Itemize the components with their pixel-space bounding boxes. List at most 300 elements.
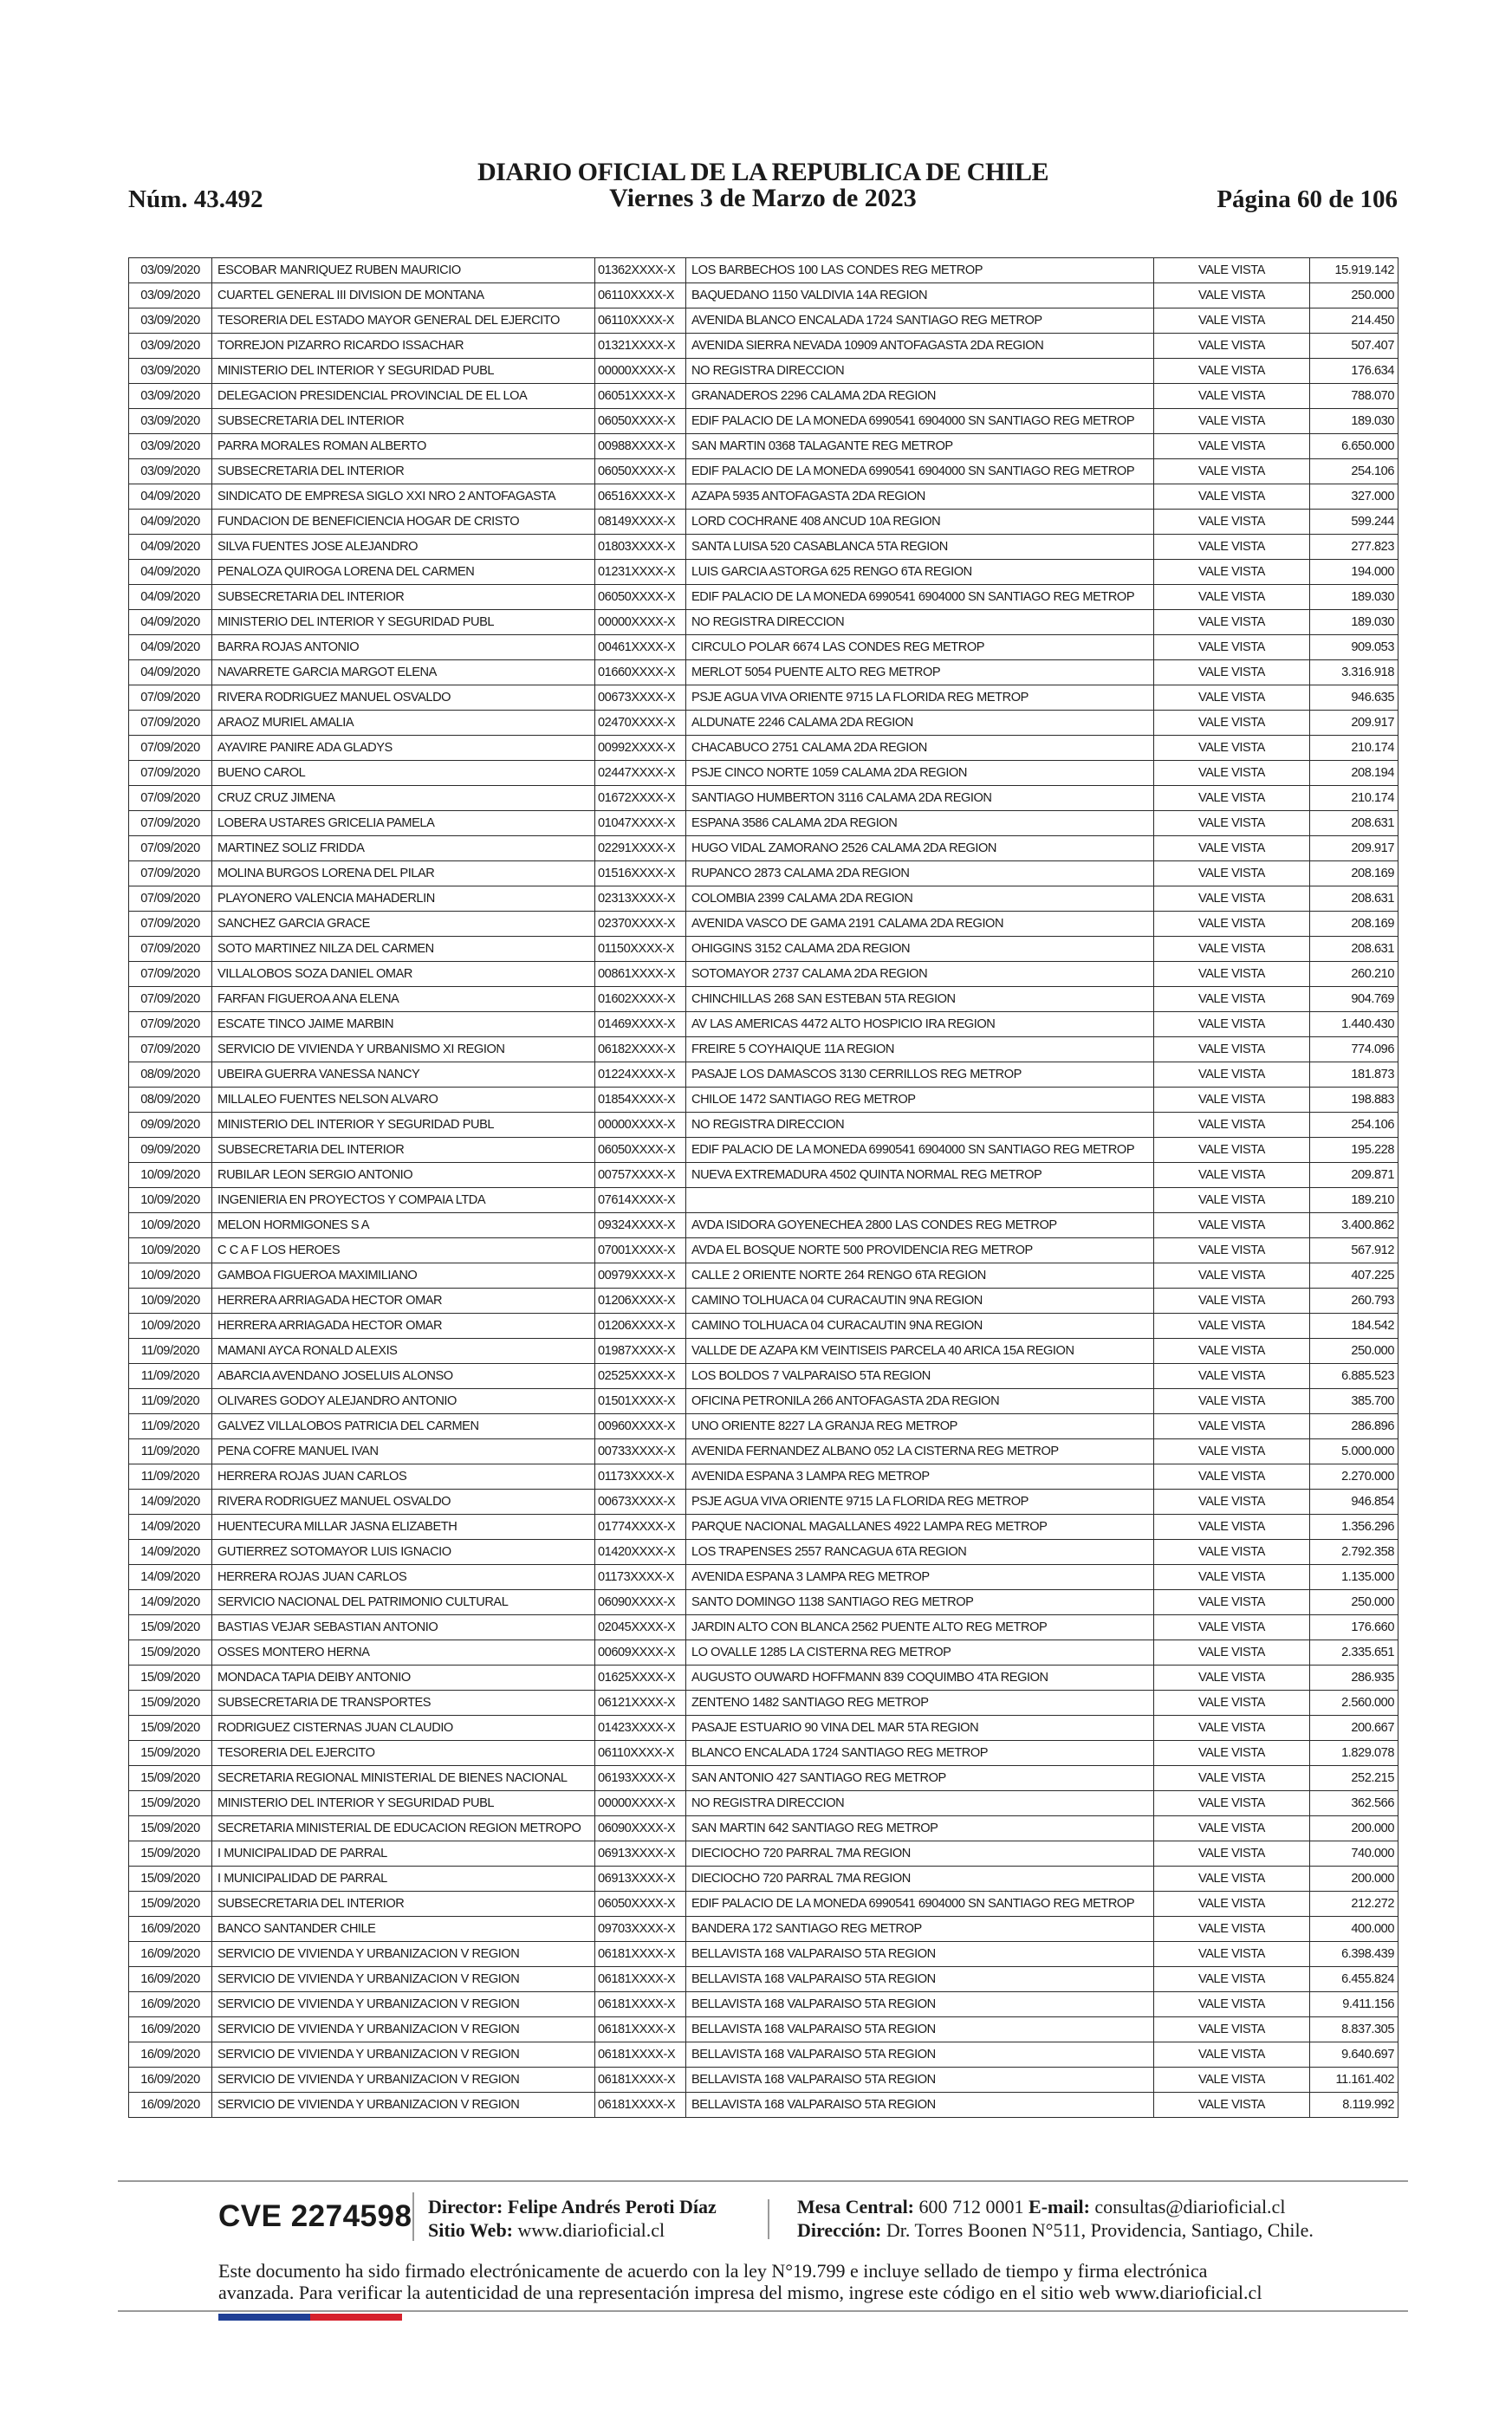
row-date: 15/09/2020 [129, 1666, 212, 1691]
row-amount: 209.917 [1310, 836, 1398, 861]
row-address: PASAJE ESTUARIO 90 VINA DEL MAR 5TA REGION [686, 1716, 1154, 1741]
row-rut: 00979XXXX-X [595, 1263, 686, 1289]
table-row [129, 1666, 1398, 1691]
row-date: 07/09/2020 [129, 711, 212, 736]
row-name: SINDICATO DE EMPRESA SIGLO XXI NRO 2 ANTOFAGASTA [212, 484, 595, 510]
row-date: 10/09/2020 [129, 1188, 212, 1213]
table-row [129, 484, 1398, 510]
row-rut: 06050XXXX-X [595, 409, 686, 434]
table-row [129, 1364, 1398, 1389]
row-rut: 06090XXXX-X [595, 1816, 686, 1841]
row-name: BARRA ROJAS ANTONIO [212, 635, 595, 660]
row-name: MILLALEO FUENTES NELSON ALVARO [212, 1088, 595, 1113]
row-address: BELLAVISTA 168 VALPARAISO 5TA REGION [686, 2042, 1154, 2068]
table-row [129, 308, 1398, 334]
row-address: EDIF PALACIO DE LA MONEDA 6990541 6904000 SN SANTIAGO REG METROP [686, 1892, 1154, 1917]
table-row [129, 635, 1398, 660]
row-date: 09/09/2020 [129, 1113, 212, 1138]
row-address: LOS TRAPENSES 2557 RANCAGUA 6TA REGION [686, 1540, 1154, 1565]
issue-number: Núm. 43.492 [128, 185, 263, 213]
row-date: 04/09/2020 [129, 560, 212, 585]
row-rut: 01987XXXX-X [595, 1339, 686, 1364]
row-address: SANTO DOMINGO 1138 SANTIAGO REG METROP [686, 1590, 1154, 1615]
cve-code: CVE 2274598 [218, 2199, 412, 2233]
row-date: 15/09/2020 [129, 1867, 212, 1892]
row-rut: 06090XXXX-X [595, 1590, 686, 1615]
row-rut: 06182XXXX-X [595, 1037, 686, 1062]
table-row [129, 711, 1398, 736]
row-date: 04/09/2020 [129, 660, 212, 685]
row-name: PLAYONERO VALENCIA MAHADERLIN [212, 886, 595, 912]
row-date: 07/09/2020 [129, 1012, 212, 1037]
row-rut: 01469XXXX-X [595, 1012, 686, 1037]
table-row [129, 912, 1398, 937]
row-rut: 01501XXXX-X [595, 1389, 686, 1414]
row-name: I MUNICIPALIDAD DE PARRAL [212, 1841, 595, 1867]
row-name: ESCOBAR MANRIQUEZ RUBEN MAURICIO [212, 258, 595, 283]
row-payment-type: VALE VISTA [1154, 1113, 1310, 1138]
row-date: 15/09/2020 [129, 1741, 212, 1766]
row-address: GRANADEROS 2296 CALAMA 2DA REGION [686, 384, 1154, 409]
row-name: SERVICIO DE VIVIENDA Y URBANIZACION V REGION [212, 1992, 595, 2017]
row-name: SUBSECRETARIA DEL INTERIOR [212, 459, 595, 484]
row-payment-type: VALE VISTA [1154, 1515, 1310, 1540]
row-rut: 06516XXXX-X [595, 484, 686, 510]
row-rut: 07001XXXX-X [595, 1238, 686, 1263]
row-name: HERRERA ARRIAGADA HECTOR OMAR [212, 1314, 595, 1339]
row-amount: 189.030 [1310, 610, 1398, 635]
row-amount: 208.169 [1310, 912, 1398, 937]
row-rut: 02470XXXX-X [595, 711, 686, 736]
row-rut: 00673XXXX-X [595, 685, 686, 711]
row-address: CIRCULO POLAR 6674 LAS CONDES REG METROP [686, 635, 1154, 660]
row-amount: 774.096 [1310, 1037, 1398, 1062]
row-rut: 01803XXXX-X [595, 535, 686, 560]
row-date: 16/09/2020 [129, 2068, 212, 2093]
row-date: 07/09/2020 [129, 962, 212, 987]
row-amount: 208.631 [1310, 937, 1398, 962]
row-address: NO REGISTRA DIRECCION [686, 359, 1154, 384]
table-row [129, 1263, 1398, 1289]
row-address: HUGO VIDAL ZAMORANO 2526 CALAMA 2DA REGION [686, 836, 1154, 861]
footer-director-line: Director: Felipe Andrés Peroti Díaz [428, 2196, 717, 2217]
row-amount: 2.560.000 [1310, 1691, 1398, 1716]
row-amount: 2.792.358 [1310, 1540, 1398, 1565]
row-payment-type: VALE VISTA [1154, 1992, 1310, 2017]
row-address: COLOMBIA 2399 CALAMA 2DA REGION [686, 886, 1154, 912]
row-date: 11/09/2020 [129, 1364, 212, 1389]
row-address: ZENTENO 1482 SANTIAGO REG METROP [686, 1691, 1154, 1716]
row-date: 16/09/2020 [129, 1967, 212, 1992]
row-amount: 1.135.000 [1310, 1565, 1398, 1590]
row-address: CALLE 2 ORIENTE NORTE 264 RENGO 6TA REGION [686, 1263, 1154, 1289]
footer-divider-top [118, 2180, 1408, 2182]
row-amount: 5.000.000 [1310, 1439, 1398, 1464]
row-date: 10/09/2020 [129, 1314, 212, 1339]
row-name: RUBILAR LEON SERGIO ANTONIO [212, 1163, 595, 1188]
row-rut: 02045XXXX-X [595, 1615, 686, 1640]
table-row [129, 861, 1398, 886]
table-row [129, 2068, 1398, 2093]
row-address: AVENIDA FERNANDEZ ALBANO 052 LA CISTERNA REG METROP [686, 1439, 1154, 1464]
table-row [129, 334, 1398, 359]
row-rut: 01602XXXX-X [595, 987, 686, 1012]
row-name: ESCATE TINCO JAIME MARBIN [212, 1012, 595, 1037]
table-row [129, 560, 1398, 585]
row-payment-type: VALE VISTA [1154, 2068, 1310, 2093]
row-amount: 176.634 [1310, 359, 1398, 384]
row-name: HUENTECURA MILLAR JASNA ELIZABETH [212, 1515, 595, 1540]
row-rut: 06110XXXX-X [595, 308, 686, 334]
row-payment-type: VALE VISTA [1154, 308, 1310, 334]
row-amount: 210.174 [1310, 736, 1398, 761]
row-amount: 198.883 [1310, 1088, 1398, 1113]
row-rut: 01047XXXX-X [595, 811, 686, 836]
row-address: LO OVALLE 1285 LA CISTERNA REG METROP [686, 1640, 1154, 1666]
row-address: ALDUNATE 2246 CALAMA 2DA REGION [686, 711, 1154, 736]
row-amount: 209.871 [1310, 1163, 1398, 1188]
row-rut: 06050XXXX-X [595, 1892, 686, 1917]
row-name: INGENIERIA EN PROYECTOS Y COMPAIA LTDA [212, 1188, 595, 1213]
row-rut: 06110XXXX-X [595, 283, 686, 308]
row-address: AUGUSTO OUWARD HOFFMANN 839 COQUIMBO 4TA REGION [686, 1666, 1154, 1691]
row-amount: 200.000 [1310, 1867, 1398, 1892]
row-date: 03/09/2020 [129, 308, 212, 334]
row-rut: 00461XXXX-X [595, 635, 686, 660]
row-payment-type: VALE VISTA [1154, 1867, 1310, 1892]
row-amount: 740.000 [1310, 1841, 1398, 1867]
row-rut: 01321XXXX-X [595, 334, 686, 359]
row-date: 14/09/2020 [129, 1515, 212, 1540]
row-date: 15/09/2020 [129, 1791, 212, 1816]
row-amount: 189.210 [1310, 1188, 1398, 1213]
row-address: FREIRE 5 COYHAIQUE 11A REGION [686, 1037, 1154, 1062]
row-name: LOBERA USTARES GRICELIA PAMELA [212, 811, 595, 836]
row-amount: 277.823 [1310, 535, 1398, 560]
row-rut: 01660XXXX-X [595, 660, 686, 685]
row-address: NO REGISTRA DIRECCION [686, 610, 1154, 635]
page-number: Página 60 de 106 [1217, 185, 1398, 213]
row-address: EDIF PALACIO DE LA MONEDA 6990541 6904000 SN SANTIAGO REG METROP [686, 459, 1154, 484]
row-address: CAMINO TOLHUACA 04 CURACAUTIN 9NA REGION [686, 1314, 1154, 1339]
row-payment-type: VALE VISTA [1154, 786, 1310, 811]
row-date: 15/09/2020 [129, 1640, 212, 1666]
row-payment-type: VALE VISTA [1154, 1917, 1310, 1942]
table-row [129, 761, 1398, 786]
row-date: 03/09/2020 [129, 434, 212, 459]
row-payment-type: VALE VISTA [1154, 459, 1310, 484]
row-rut: 01516XXXX-X [595, 861, 686, 886]
row-rut: 01206XXXX-X [595, 1289, 686, 1314]
row-address: SANTIAGO HUMBERTON 3116 CALAMA 2DA REGION [686, 786, 1154, 811]
table-row [129, 660, 1398, 685]
row-payment-type: VALE VISTA [1154, 1012, 1310, 1037]
row-payment-type: VALE VISTA [1154, 1615, 1310, 1640]
row-date: 14/09/2020 [129, 1590, 212, 1615]
table-row [129, 1138, 1398, 1163]
row-date: 04/09/2020 [129, 484, 212, 510]
row-payment-type: VALE VISTA [1154, 610, 1310, 635]
row-name: SECRETARIA REGIONAL MINISTERIAL DE BIENES NACIONAL [212, 1766, 595, 1791]
row-amount: 946.854 [1310, 1490, 1398, 1515]
row-rut: 06181XXXX-X [595, 1992, 686, 2017]
row-name: SUBSECRETARIA DEL INTERIOR [212, 1892, 595, 1917]
row-address: AV LAS AMERICAS 4472 ALTO HOSPICIO IRA REGION [686, 1012, 1154, 1037]
table-row [129, 1062, 1398, 1088]
table-row [129, 1590, 1398, 1615]
row-name: MELON HORMIGONES S A [212, 1213, 595, 1238]
row-date: 10/09/2020 [129, 1289, 212, 1314]
row-amount: 3.316.918 [1310, 660, 1398, 685]
row-date: 11/09/2020 [129, 1339, 212, 1364]
row-amount: 6.650.000 [1310, 434, 1398, 459]
row-date: 07/09/2020 [129, 685, 212, 711]
footer-separator-right [768, 2199, 769, 2239]
row-name: TORREJON PIZARRO RICARDO ISSACHAR [212, 334, 595, 359]
row-address: PSJE AGUA VIVA ORIENTE 9715 LA FLORIDA REG METROP [686, 1490, 1154, 1515]
row-address: NO REGISTRA DIRECCION [686, 1113, 1154, 1138]
row-address: AVENIDA SIERRA NEVADA 10909 ANTOFAGASTA 2DA REGION [686, 334, 1154, 359]
row-payment-type: VALE VISTA [1154, 1942, 1310, 1967]
row-amount: 909.053 [1310, 635, 1398, 660]
row-address [686, 1188, 1154, 1213]
row-amount: 254.106 [1310, 1113, 1398, 1138]
row-name: SECRETARIA MINISTERIAL DE EDUCACION REGION METROPO [212, 1816, 595, 1841]
row-payment-type: VALE VISTA [1154, 1590, 1310, 1615]
row-payment-type: VALE VISTA [1154, 2093, 1310, 2118]
row-address: PSJE CINCO NORTE 1059 CALAMA 2DA REGION [686, 761, 1154, 786]
table-row [129, 1037, 1398, 1062]
row-date: 07/09/2020 [129, 811, 212, 836]
row-address: RUPANCO 2873 CALAMA 2DA REGION [686, 861, 1154, 886]
row-payment-type: VALE VISTA [1154, 1540, 1310, 1565]
row-address: DIECIOCHO 720 PARRAL 7MA REGION [686, 1867, 1154, 1892]
table-row [129, 886, 1398, 912]
row-address: OHIGGINS 3152 CALAMA 2DA REGION [686, 937, 1154, 962]
row-date: 15/09/2020 [129, 1816, 212, 1841]
row-rut: 02370XXXX-X [595, 912, 686, 937]
table-row [129, 1012, 1398, 1037]
row-payment-type: VALE VISTA [1154, 685, 1310, 711]
row-name: TESORERIA DEL EJERCITO [212, 1741, 595, 1766]
row-name: SANCHEZ GARCIA GRACE [212, 912, 595, 937]
footer-website-link[interactable]: www.diarioficial.cl [517, 2219, 665, 2241]
row-amount: 250.000 [1310, 1590, 1398, 1615]
row-amount: 9.411.156 [1310, 1992, 1398, 2017]
row-name: OLIVARES GODOY ALEJANDRO ANTONIO [212, 1389, 595, 1414]
row-amount: 189.030 [1310, 585, 1398, 610]
row-rut: 00733XXXX-X [595, 1439, 686, 1464]
row-date: 03/09/2020 [129, 459, 212, 484]
row-address: NO REGISTRA DIRECCION [686, 1791, 1154, 1816]
row-address: AZAPA 5935 ANTOFAGASTA 2DA REGION [686, 484, 1154, 510]
row-rut: 09324XXXX-X [595, 1213, 686, 1238]
row-name: SERVICIO NACIONAL DEL PATRIMONIO CULTURAL [212, 1590, 595, 1615]
row-amount: 208.631 [1310, 886, 1398, 912]
row-address: EDIF PALACIO DE LA MONEDA 6990541 6904000 SN SANTIAGO REG METROP [686, 585, 1154, 610]
row-name: GALVEZ VILLALOBOS PATRICIA DEL CARMEN [212, 1414, 595, 1439]
row-amount: 254.106 [1310, 459, 1398, 484]
row-name: SERVICIO DE VIVIENDA Y URBANIZACION V REGION [212, 2017, 595, 2042]
row-amount: 9.640.697 [1310, 2042, 1398, 2068]
row-name: MOLINA BURGOS LORENA DEL PILAR [212, 861, 595, 886]
row-amount: 214.450 [1310, 308, 1398, 334]
row-date: 15/09/2020 [129, 1841, 212, 1867]
table-row [129, 1314, 1398, 1339]
row-payment-type: VALE VISTA [1154, 811, 1310, 836]
row-name: SERVICIO DE VIVIENDA Y URBANIZACION V REGION [212, 2093, 595, 2118]
row-rut: 00000XXXX-X [595, 1791, 686, 1816]
row-name: GAMBOA FIGUEROA MAXIMILIANO [212, 1263, 595, 1289]
row-date: 16/09/2020 [129, 1942, 212, 1967]
row-name: I MUNICIPALIDAD DE PARRAL [212, 1867, 595, 1892]
row-name: PENALOZA QUIROGA LORENA DEL CARMEN [212, 560, 595, 585]
row-payment-type: VALE VISTA [1154, 2017, 1310, 2042]
row-address: BELLAVISTA 168 VALPARAISO 5TA REGION [686, 1967, 1154, 1992]
row-amount: 208.631 [1310, 811, 1398, 836]
table-row [129, 2093, 1398, 2118]
row-address: BLANCO ENCALADA 1724 SANTIAGO REG METROP [686, 1741, 1154, 1766]
row-payment-type: VALE VISTA [1154, 736, 1310, 761]
row-date: 03/09/2020 [129, 258, 212, 283]
row-amount: 2.270.000 [1310, 1464, 1398, 1490]
row-address: AVDA EL BOSQUE NORTE 500 PROVIDENCIA REG METROP [686, 1238, 1154, 1263]
row-amount: 407.225 [1310, 1263, 1398, 1289]
row-name: SILVA FUENTES JOSE ALEJANDRO [212, 535, 595, 560]
row-amount: 189.030 [1310, 409, 1398, 434]
row-name: C C A F LOS HEROES [212, 1238, 595, 1263]
row-payment-type: VALE VISTA [1154, 1088, 1310, 1113]
table-row [129, 1691, 1398, 1716]
row-rut: 06181XXXX-X [595, 2042, 686, 2068]
row-payment-type: VALE VISTA [1154, 434, 1310, 459]
table-row [129, 786, 1398, 811]
table-row [129, 610, 1398, 635]
table-row [129, 1791, 1398, 1816]
table-row [129, 1439, 1398, 1464]
row-date: 14/09/2020 [129, 1540, 212, 1565]
row-payment-type: VALE VISTA [1154, 1263, 1310, 1289]
row-name: SERVICIO DE VIVIENDA Y URBANIZACION V REGION [212, 1942, 595, 1967]
row-amount: 2.335.651 [1310, 1640, 1398, 1666]
row-payment-type: VALE VISTA [1154, 1565, 1310, 1590]
row-name: SUBSECRETARIA DEL INTERIOR [212, 1138, 595, 1163]
row-payment-type: VALE VISTA [1154, 1289, 1310, 1314]
row-amount: 195.228 [1310, 1138, 1398, 1163]
footer-divider-bottom [118, 2310, 1408, 2312]
row-rut: 06050XXXX-X [595, 459, 686, 484]
row-payment-type: VALE VISTA [1154, 836, 1310, 861]
row-date: 07/09/2020 [129, 886, 212, 912]
row-amount: 400.000 [1310, 1917, 1398, 1942]
table-row [129, 535, 1398, 560]
row-date: 07/09/2020 [129, 736, 212, 761]
table-row [129, 685, 1398, 711]
row-rut: 01625XXXX-X [595, 1666, 686, 1691]
row-payment-type: VALE VISTA [1154, 1716, 1310, 1741]
row-rut: 06050XXXX-X [595, 1138, 686, 1163]
row-date: 07/09/2020 [129, 1037, 212, 1062]
row-date: 10/09/2020 [129, 1263, 212, 1289]
row-address: CAMINO TOLHUACA 04 CURACAUTIN 9NA REGION [686, 1289, 1154, 1314]
table-row [129, 1414, 1398, 1439]
row-amount: 212.272 [1310, 1892, 1398, 1917]
row-address: SAN ANTONIO 427 SANTIAGO REG METROP [686, 1766, 1154, 1791]
table-row [129, 1917, 1398, 1942]
table-row [129, 1113, 1398, 1138]
row-amount: 208.194 [1310, 761, 1398, 786]
footer-address-line: Dirección: Dr. Torres Boonen N°511, Providencia, Santiago, Chile. [797, 2219, 1314, 2241]
row-address: MERLOT 5054 PUENTE ALTO REG METROP [686, 660, 1154, 685]
row-rut: 01150XXXX-X [595, 937, 686, 962]
row-amount: 200.000 [1310, 1816, 1398, 1841]
row-address: LOS BOLDOS 7 VALPARAISO 5TA REGION [686, 1364, 1154, 1389]
table-row [129, 1741, 1398, 1766]
table-row [129, 1615, 1398, 1640]
row-name: SERVICIO DE VIVIENDA Y URBANIZACION V REGION [212, 2042, 595, 2068]
row-address: ESPANA 3586 CALAMA 2DA REGION [686, 811, 1154, 836]
row-payment-type: VALE VISTA [1154, 560, 1310, 585]
row-payment-type: VALE VISTA [1154, 1238, 1310, 1263]
row-name: CUARTEL GENERAL III DIVISION DE MONTANA [212, 283, 595, 308]
row-name: CRUZ CRUZ JIMENA [212, 786, 595, 811]
row-payment-type: VALE VISTA [1154, 409, 1310, 434]
row-address: NUEVA EXTREMADURA 4502 QUINTA NORMAL REG METROP [686, 1163, 1154, 1188]
row-name: RODRIGUEZ CISTERNAS JUAN CLAUDIO [212, 1716, 595, 1741]
issue-date: Viernes 3 de Marzo de 2023 [609, 184, 917, 212]
row-name: NAVARRETE GARCIA MARGOT ELENA [212, 660, 595, 685]
row-name: SERVICIO DE VIVIENDA Y URBANIZACION V REGION [212, 1967, 595, 1992]
table-row [129, 585, 1398, 610]
row-date: 14/09/2020 [129, 1565, 212, 1590]
row-date: 15/09/2020 [129, 1766, 212, 1791]
row-date: 07/09/2020 [129, 836, 212, 861]
row-address: VALLDE DE AZAPA KM VEINTISEIS PARCELA 40 ARICA 15A REGION [686, 1339, 1154, 1364]
row-rut: 02447XXXX-X [595, 761, 686, 786]
row-name: FARFAN FIGUEROA ANA ELENA [212, 987, 595, 1012]
row-amount: 327.000 [1310, 484, 1398, 510]
row-date: 03/09/2020 [129, 409, 212, 434]
row-name: UBEIRA GUERRA VANESSA NANCY [212, 1062, 595, 1088]
row-address: SOTOMAYOR 2737 CALAMA 2DA REGION [686, 962, 1154, 987]
table-row [129, 1565, 1398, 1590]
footer-email-link[interactable]: consultas@diarioficial.cl [1094, 2196, 1286, 2217]
row-payment-type: VALE VISTA [1154, 635, 1310, 660]
row-name: BASTIAS VEJAR SEBASTIAN ANTONIO [212, 1615, 595, 1640]
row-payment-type: VALE VISTA [1154, 1691, 1310, 1716]
table-row [129, 1716, 1398, 1741]
table-row [129, 1640, 1398, 1666]
footer-contact-block [797, 2195, 1314, 2242]
row-address: LOS BARBECHOS 100 LAS CONDES REG METROP [686, 258, 1154, 283]
row-payment-type: VALE VISTA [1154, 962, 1310, 987]
table-row [129, 1238, 1398, 1263]
row-date: 16/09/2020 [129, 2042, 212, 2068]
table-row [129, 1163, 1398, 1188]
row-name: MARTINEZ SOLIZ FRIDDA [212, 836, 595, 861]
row-payment-type: VALE VISTA [1154, 1188, 1310, 1213]
row-date: 07/09/2020 [129, 987, 212, 1012]
row-date: 03/09/2020 [129, 334, 212, 359]
row-address: AVENIDA ESPANA 3 LAMPA REG METROP [686, 1565, 1154, 1590]
row-payment-type: VALE VISTA [1154, 1640, 1310, 1666]
row-address: BELLAVISTA 168 VALPARAISO 5TA REGION [686, 1942, 1154, 1967]
row-date: 10/09/2020 [129, 1238, 212, 1263]
table-row [129, 510, 1398, 535]
table-row [129, 409, 1398, 434]
row-payment-type: VALE VISTA [1154, 1666, 1310, 1691]
publication-title: DIARIO OFICIAL DE LA REPUBLICA DE CHILE [477, 158, 1048, 186]
